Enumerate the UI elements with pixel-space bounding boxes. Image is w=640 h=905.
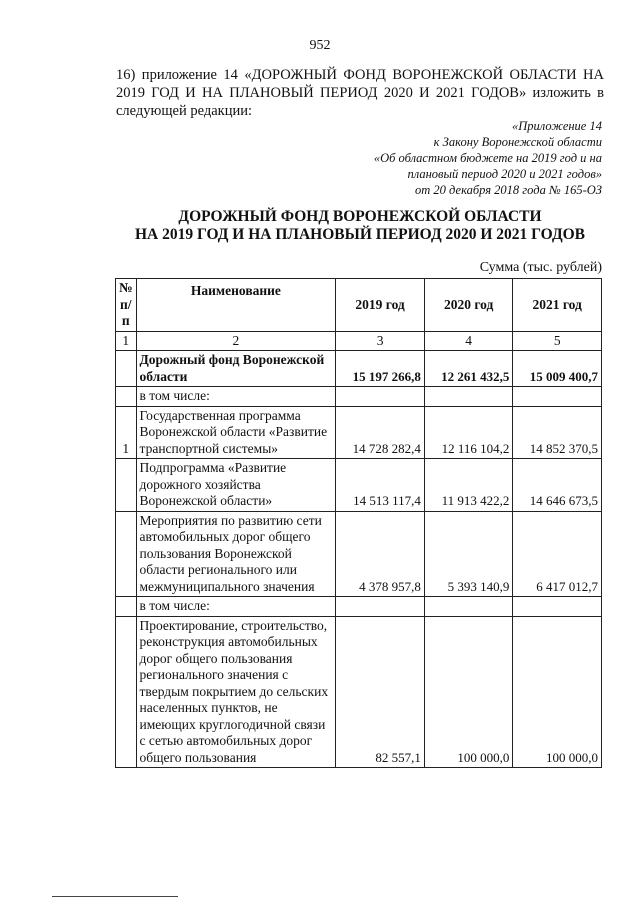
column-index: 1 [116, 331, 137, 351]
row-number [116, 511, 137, 597]
table-row [116, 511, 602, 597]
value-2020: 11 913 422,2 [424, 459, 513, 512]
table-row [116, 351, 602, 387]
table-header-row [116, 279, 602, 332]
table-row [116, 459, 602, 512]
header-2019: 2019 год [336, 279, 425, 332]
value-2019: 82 557,1 [336, 616, 425, 768]
intro-paragraph: 16) приложение 14 «ДОРОЖНЫЙ ФОНД ВОРОНЕЖСКОЙ ОБЛАСТИ НА 2019 ГОД И НА ПЛАНОВЫЙ ПЕРИОД 2020 И 2021 ГОДОВ» изложить в следующей редакции: [116, 67, 604, 119]
appendix-line: к Закону Воронежской области [433, 135, 602, 149]
units-label: Сумма (тыс. рублей) [479, 260, 602, 275]
column-index-row [116, 331, 602, 351]
row-name: Подпрограмма «Развитие дорожного хозяйства Воронежской области» [136, 459, 336, 512]
column-index: 5 [513, 331, 602, 351]
header-name: Наименование [136, 279, 336, 332]
row-number [116, 597, 137, 617]
appendix-line: «Приложение 14 [512, 119, 602, 133]
value-2021: 14 852 370,5 [513, 406, 602, 459]
value-2019: 14 728 282,4 [336, 406, 425, 459]
row-name: Мероприятия по развитию сети автомобильных дорог общего пользования Воронежской области регионального или межмуниципального значения [136, 511, 336, 597]
appendix-reference [374, 118, 602, 198]
row-number [116, 616, 137, 768]
value-2020: 12 116 104,2 [424, 406, 513, 459]
row-number [116, 387, 137, 407]
row-number [116, 459, 137, 512]
value-2021: 14 646 673,5 [513, 459, 602, 512]
value-2020 [424, 597, 513, 617]
value-2020 [424, 387, 513, 407]
appendix-line: от 20 декабря 2018 года № 165-ОЗ [415, 183, 602, 197]
column-index: 3 [336, 331, 425, 351]
value-2019: 15 197 266,8 [336, 351, 425, 387]
header-num [116, 279, 137, 332]
road-fund-table [115, 278, 602, 768]
table-row [116, 406, 602, 459]
table-row [116, 597, 602, 617]
column-index: 4 [424, 331, 513, 351]
appendix-line: «Об областном бюджете на 2019 год и на [373, 151, 602, 165]
row-name: в том числе: [136, 597, 336, 617]
page-number: 952 [309, 38, 331, 53]
header-num-line: п/п [119, 296, 132, 328]
document-title [0, 208, 640, 244]
value-2021: 15 009 400,7 [513, 351, 602, 387]
value-2021: 100 000,0 [513, 616, 602, 768]
header-2021: 2021 год [513, 279, 602, 332]
row-name: Дорожный фонд Воронежской области [136, 351, 336, 387]
value-2019: 14 513 117,4 [336, 459, 425, 512]
title-line-2: НА 2019 ГОД И НА ПЛАНОВЫЙ ПЕРИОД 2020 И 2021 ГОДОВ [135, 226, 585, 243]
row-name: Государственная программа Воронежской области «Развитие транспортной системы» [136, 406, 336, 459]
appendix-line: плановый период 2020 и 2021 годов» [407, 167, 602, 181]
row-number: 1 [116, 406, 137, 459]
row-name: Проектирование, строительство, реконструкция автомобильных дорог общего пользования регионального значения с твердым покрытием до сельских населенных пунктов, не имеющих круглогодичной связи с сетью автомобильных дорог общего пользования [136, 616, 336, 768]
value-2019 [336, 597, 425, 617]
column-index: 2 [136, 331, 336, 351]
header-2020: 2020 год [424, 279, 513, 332]
row-number [116, 351, 137, 387]
value-2021 [513, 597, 602, 617]
value-2021: 6 417 012,7 [513, 511, 602, 597]
header-num-line: № [119, 280, 133, 295]
footnote-divider [52, 896, 178, 897]
value-2020: 100 000,0 [424, 616, 513, 768]
value-2020: 5 393 140,9 [424, 511, 513, 597]
table-row [116, 387, 602, 407]
table-row [116, 616, 602, 768]
value-2019 [336, 387, 425, 407]
value-2021 [513, 387, 602, 407]
row-name: в том числе: [136, 387, 336, 407]
value-2020: 12 261 432,5 [424, 351, 513, 387]
title-line-1: ДОРОЖНЫЙ ФОНД ВОРОНЕЖСКОЙ ОБЛАСТИ [178, 208, 542, 225]
value-2019: 4 378 957,8 [336, 511, 425, 597]
